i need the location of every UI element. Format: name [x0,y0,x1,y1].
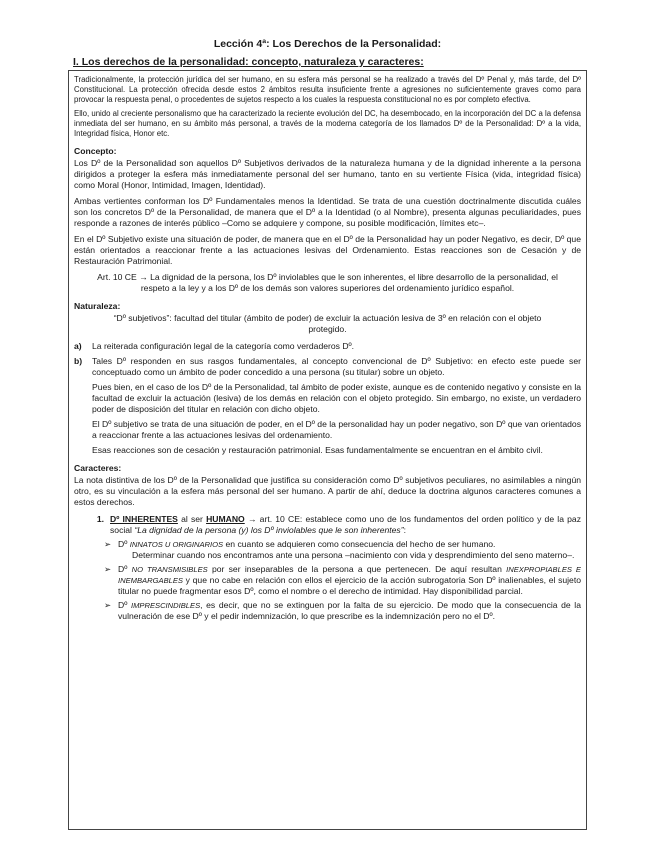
naturaleza-paragraph: Pues bien, en el caso de los Dº de la Personalidad, tal ámbito de poder existe, aunque es de contenido negativo y consiste en la facultad de excluir la actuación (lesiva) de los demás en relación con el objeto protegido. Sin embargo, no existe, un verdadero poder de disposición del titular en relación con dicho objeto. [92,382,582,415]
numbered-item [74,514,581,536]
concepto-paragraph: En el Dº Subjetivo existe una situación de poder, de manera que en el Dº de la Personalidad hay un poder Negativo, es decir, Dº que están orientados a reaccionar frente a las actuaciones lesivas del Ordenamiento. Estas reacciones son de Cesación y de Restauración Patrimonial. [74,234,581,267]
bullet-item [104,539,581,561]
caracteres-intro: La nota distintiva de los Dº de la Personalidad que justifica su consideración como Dº subjetivos peculiares, no asimilables a ningún otro, es su vinculación a la esfera más personal del ser humano. A partir de ahí, deduce la doctrina algunos caracteres comunes a estos derechos. [74,475,581,508]
item-end: : [403,525,406,536]
concepto-heading: Concepto: [74,146,117,157]
content-box [68,70,587,830]
naturaleza-definition: “Dº subjetivos”: facultad del titular (ámbito de poder) de excluir la actuación lesiva de 3º en relación con el objeto protegido. [113,313,542,335]
art10-quote: Art. 10 CE → La dignidad de la persona, los Dº inviolables que le son inherentes, el libre desarrollo de la personalidad, el respeto a la ley y a los Dº de los demás son valores superiores del ordenamiento jurídico español. [97,272,558,294]
section-heading: I. Los derechos de la personalidad: concepto, naturaleza y caracteres: [73,56,424,68]
bullet-text [118,539,581,561]
bullet-item [104,564,581,597]
lesson-title: Lección 4ª: Los Derechos de la Personalidad: [213,38,442,50]
concepto-paragraph: Ambas vertientes conforman los Dº Fundamentales menos la Identidad. Se trata de una cuestión doctrinalmente discutida cuáles son los concretos Dº de la Personalidad, de manera que el Dº a la Identidad (o al Nombre), presenta algunas peculiaridades, pues responde a razones de interés público –Como se adquiere y compone, su posible modificación, límites etc–. [74,196,581,229]
bullet-text [118,600,581,622]
naturaleza-paragraph: El Dº subjetivo se trata de una situación de poder, en el Dº de la personalidad hay un poder negativo, son Dº que van orientados a reaccionar frente a las actuaciones lesivas del ordenamiento. [92,419,581,441]
bullet-text [118,564,581,597]
list-marker: b) [74,356,83,367]
list-marker: a) [74,341,82,352]
intro-paragraph: Ello, unido al creciente personalismo que ha caracterizado la reciente evolución del DC, ha desembocado, en la incorporación del DC a la defensa inmediata del ser humano, en su ámbito más personal, a través de la moderna categoría de los llamados Dº de la Personalidad: Dº a la vida, Integridad física, Honor etc. [74,108,581,139]
naturaleza-paragraph: Esas reacciones son de cesación y restauración patrimonial. Esas fundamentalmente se encuentran en el ámbito civil. [92,445,543,456]
bullet-sentence: en cuanto se adquieren como consecuencia del hecho de ser humano. [223,539,496,550]
bullet-sentence: y que no cabe en relación con ellos el ejercicio de la acción subrogatoria Son Dº inalienables, el sujeto titular no puede fragmentar esos Dº, como el nombre o el derecho de intimidad. Hay disponibilidad parcial. [118,575,581,597]
item-connector: al ser [177,514,207,525]
list-item [74,356,581,378]
intro-paragraph: Tradicionalmente, la protección jurídica del ser humano, en su esfera más personal se ha realizado a través del Dº Penal y, más tarde, del Dº Constitucional. La protección ofrecida desde estos 2 ámbitos resulta insuficiente frente a agresiones no suficientemente graves como para provocar la respuesta penal, o procedentes de sujetos respecto a los cuales la respuesta constitucional no es por completo efectiva. [74,75,581,105]
arrow-bullet-icon: ➢ [104,539,112,550]
concepto-paragraph: Los Dº de la Personalidad son aquellos Dº Subjetivos derivados de la naturaleza humana y de la dignidad inherente a la persona dirigidos a proteger la esfera más inmediatamente personal del ser humano, tanto en su vertiente Física (vida, integridad física) como Moral (Honor, Intimidad, Imagen, Identidad). [74,158,581,191]
list-item [74,341,581,352]
inherentes-term: Dº INHERENTES [110,514,178,525]
caracteres-heading: Caracteres: [74,463,122,474]
arrow-bullet-icon: ➢ [104,600,112,611]
humano-term: HUMANO [206,514,245,525]
item-quote: “La dignidad de la persona (y) los Dº inviolables que le son inherentes” [134,525,404,536]
bullet-continuation: Determinar cuando nos encontramos ante una persona –nacimiento con vida y desprendimiento del seno materno–. [132,550,575,561]
bullet-item [104,600,581,622]
list-item-text: La reiterada configuración legal de la categoría como verdaderos Dº. [92,341,355,352]
numbered-marker: 1. [96,514,104,525]
bullet-term: INNATOS U ORIGINARIOS [129,540,224,550]
bullet-sentence: por ser inseparables de la persona a que pertenecen. De aquí resultan [207,564,507,575]
naturaleza-heading: Naturaleza: [74,301,121,312]
bullet-term: IMPRESCINDIBLES [130,601,201,611]
bullet-term: NO TRANSMISIBLES [131,565,208,575]
list-item-text: Tales Dº responden en sus rasgos fundamentales, al concepto convencional de Dº Subjetivo: en efecto este puede ser conceptuado como un ámbito de poder concedido a una persona (su titular) sobre un objeto. [92,356,581,378]
numbered-item-text [110,514,581,536]
bullet-prefix: Dº [118,600,131,611]
bullet-sentence: , es decir, que no se extinguen por la falta de su ejercicio. De modo que la consecuencia de la vulneración de ese Dº y el pedir indemnización, lo que prescribe es la indemnización pero no el Dº. [118,600,581,622]
bullet-term: INEXPROPIABLES E INEMBARGABLES [118,565,581,586]
arrow-bullet-icon: ➢ [104,564,112,575]
bullet-prefix: Dº [118,539,130,550]
item-rest: → art. 10 CE: establece como uno de los fundamentos del orden político y de la paz social [110,514,581,536]
bullet-prefix: Dº [118,564,132,575]
